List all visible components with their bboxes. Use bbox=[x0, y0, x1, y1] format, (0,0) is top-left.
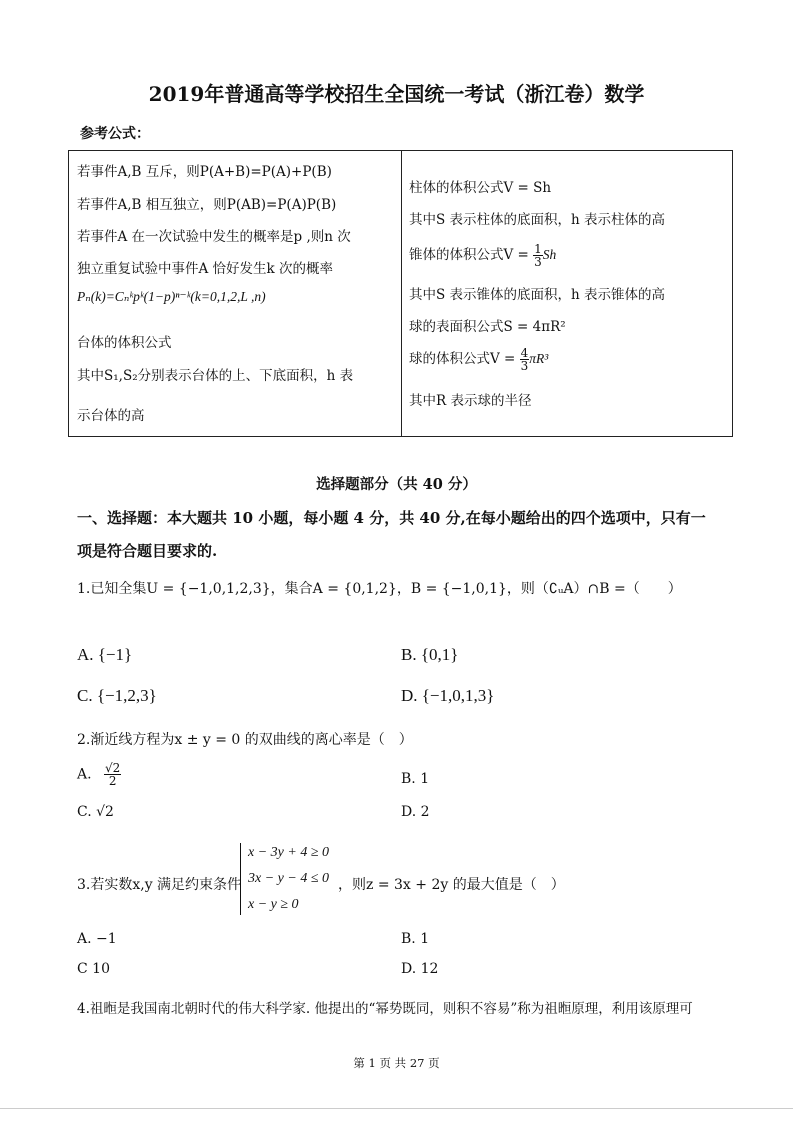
formula-sphere-area: 球的表面积公式S = 4πR² bbox=[409, 319, 566, 335]
formula-mutually-exclusive: 若事件A,B 互斥，则P(A+B)=P(A)+P(B) bbox=[77, 164, 332, 180]
formula-frustum-heading: 台体的体积公式 bbox=[77, 335, 172, 351]
cone-volume-tail: Sh bbox=[542, 247, 557, 262]
formula-cone-desc: 其中S 表示锥体的底面积，h 表示锥体的高 bbox=[409, 287, 666, 303]
formula-frustum-desc2: 示台体的高 bbox=[77, 408, 145, 424]
q1-option-c: C. {−1,2,3} bbox=[77, 686, 157, 705]
q2-option-b: B. 1 bbox=[401, 771, 430, 787]
sphere-volume-label: 球的体积公式V = bbox=[409, 351, 520, 367]
q1-option-b: B. {0,1} bbox=[401, 645, 459, 664]
instructions-line2: 项是符合题目要求的. bbox=[77, 542, 218, 560]
q3-constraint-1: x − 3y + 4 ≥ 0 bbox=[248, 845, 330, 860]
instructions-line1: 一、选择题：本大题共 10 小题，每小题 4 分，共 40 分,在每小题给出的四个选项中，只有一 bbox=[77, 509, 706, 527]
q2-option-a-label: A. bbox=[77, 766, 92, 783]
formula-independent: 若事件A,B 相互独立，则P(AB)=P(A)P(B) bbox=[77, 197, 337, 213]
q3-option-d: D. 12 bbox=[401, 961, 439, 977]
q3-constraint-3: x − y ≥ 0 bbox=[248, 897, 299, 912]
sphere-fraction: $\frac{4}{3}$ bbox=[520, 346, 529, 373]
q2-option-d: D. 2 bbox=[401, 804, 430, 820]
reference-formulas-heading: 参考公式： bbox=[80, 126, 150, 142]
cone-fraction: $\frac{1}{3}$ bbox=[534, 242, 542, 269]
formula-sphere-desc: 其中R 表示球的半径 bbox=[409, 393, 532, 409]
question-1: 1.已知全集U = {−1,0,1,2,3}，集合A = {0,1,2}，B = {−1,0,1}，则（∁ᵤA）∩B =（ ） bbox=[77, 581, 682, 597]
q2-option-a-fraction: $\frac{√2}{2}$ bbox=[105, 761, 121, 788]
sphere-volume-tail: πR³ bbox=[529, 351, 549, 366]
question-3-prefix: 3.若实数x,y 满足约束条件 bbox=[77, 877, 242, 893]
q3-option-b: B. 1 bbox=[401, 931, 430, 947]
formula-table bbox=[68, 150, 733, 437]
q3-option-a: A. −1 bbox=[77, 931, 117, 947]
formula-sphere-volume bbox=[409, 347, 548, 372]
page-footer: 第 1 页 共 27 页 bbox=[353, 1056, 440, 1070]
formula-bernoulli-line2: 独立重复试验中事件A 恰好发生k 次的概率 bbox=[77, 261, 334, 277]
formula-binomial: Pₙ(k)=Cₙᵏpᵏ(1−p)ⁿ⁻ᵏ(k=0,1,2,L ,n) bbox=[77, 289, 266, 304]
question-2: 2.渐近线方程为x ± y = 0 的双曲线的离心率是（ ） bbox=[77, 732, 413, 748]
formula-cone-volume bbox=[409, 243, 556, 268]
q3-constraint-2: 3x − y − 4 ≤ 0 bbox=[248, 871, 330, 886]
table-divider bbox=[401, 151, 402, 436]
question-3-suffix: ，则z = 3x + 2y 的最大值是（ ） bbox=[338, 877, 565, 893]
q1-option-a: A. {−1} bbox=[77, 645, 133, 664]
q3-option-c: C 10 bbox=[77, 961, 110, 977]
formula-prism-desc: 其中S 表示柱体的底面积，h 表示柱体的高 bbox=[409, 212, 666, 228]
q2-option-a bbox=[77, 762, 121, 787]
formula-prism-volume: 柱体的体积公式V = Sh bbox=[409, 180, 552, 196]
page-bottom-border bbox=[0, 1108, 793, 1109]
formula-bernoulli-line1: 若事件A 在一次试验中发生的概率是p ,则n 次 bbox=[77, 229, 351, 245]
formula-frustum-desc1: 其中S₁,S₂分别表示台体的上、下底面积，h 表 bbox=[77, 368, 354, 384]
q2-option-c: C. √2 bbox=[77, 804, 114, 820]
section-title: 选择题部分（共 40 分） bbox=[316, 476, 477, 493]
question-4: 4.祖暅是我国南北朝时代的伟大科学家. 他提出的“幂势既同，则积不容易”称为祖暅原理，利用该原理可 bbox=[77, 1001, 693, 1017]
page-title: 2019年普通高等学校招生全国统一考试（浙江卷）数学 bbox=[148, 82, 645, 106]
cone-volume-label: 锥体的体积公式V = bbox=[409, 247, 534, 263]
q1-option-d: D. {−1,0,1,3} bbox=[401, 686, 495, 705]
